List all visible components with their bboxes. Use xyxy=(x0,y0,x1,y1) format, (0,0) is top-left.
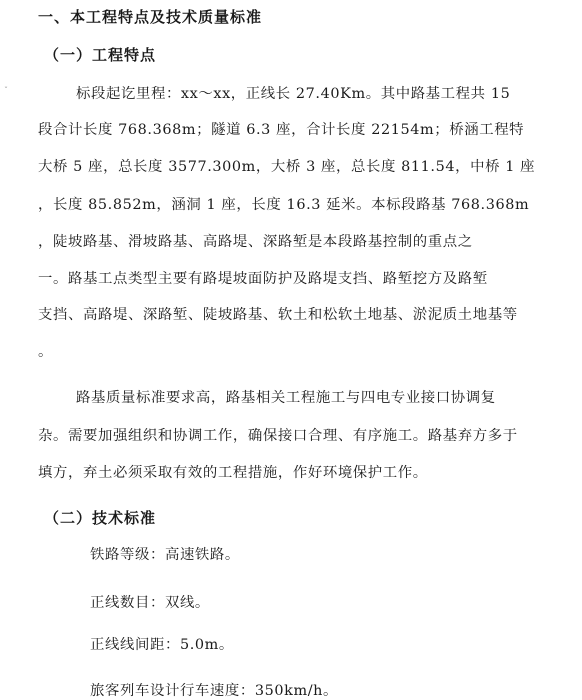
paragraph-line: 。 xyxy=(38,344,53,360)
paragraph-line: 一。路基工点类型主要有路堤坡面防护及路堤支挡、路堑挖方及路堑 xyxy=(38,271,488,287)
standard-item: 旅客列车设计行车速度：350km/h。 xyxy=(90,683,339,699)
paragraph-line: 路基质量标准要求高，路基相关工程施工与四电专业接口协调复 xyxy=(76,390,496,406)
standard-item: 正线线间距：5.0m。 xyxy=(90,637,234,653)
paragraph-line: 标段起讫里程：xx～xx，正线长 27.40Km。其中路基工程共 15 xyxy=(76,86,511,102)
paragraph-line: 段合计长度 768.368m；隧道 6.3 座，合计长度 22154m；桥涵工程特 xyxy=(38,122,525,138)
paragraph-line: 大桥 5 座，总长度 3577.300m，大桥 3 座，总长度 811.54，中桥 1 座 xyxy=(38,159,536,175)
paragraph-line: 杂。需要加强组织和协调工作，确保接口合理、有序施工。路基弃方多于 xyxy=(38,428,518,444)
section-heading: 一、本工程特点及技术质量标准 xyxy=(38,8,263,26)
subsection-heading-standards: （二）技术标准 xyxy=(44,509,157,527)
margin-mark: ˇ xyxy=(4,86,8,95)
standard-item: 正线数目：双线。 xyxy=(90,595,210,611)
paragraph-line: ，陡坡路基、滑坡路基、高路堤、深路堑是本段路基控制的重点之 xyxy=(38,234,473,250)
paragraph-line: 填方，弃土必须采取有效的工程措施，作好环境保护工作。 xyxy=(38,465,428,481)
paragraph-line: ，长度 85.852m，涵洞 1 座，长度 16.3 延米。本标段路基 768.368m xyxy=(38,197,530,213)
paragraph-line: 支挡、高路堤、深路堑、陡坡路基、软土和松软土地基、淤泥质土地基等 xyxy=(38,307,518,323)
subsection-heading-features: （一）工程特点 xyxy=(44,46,157,64)
standard-item: 铁路等级：高速铁路。 xyxy=(90,547,240,563)
